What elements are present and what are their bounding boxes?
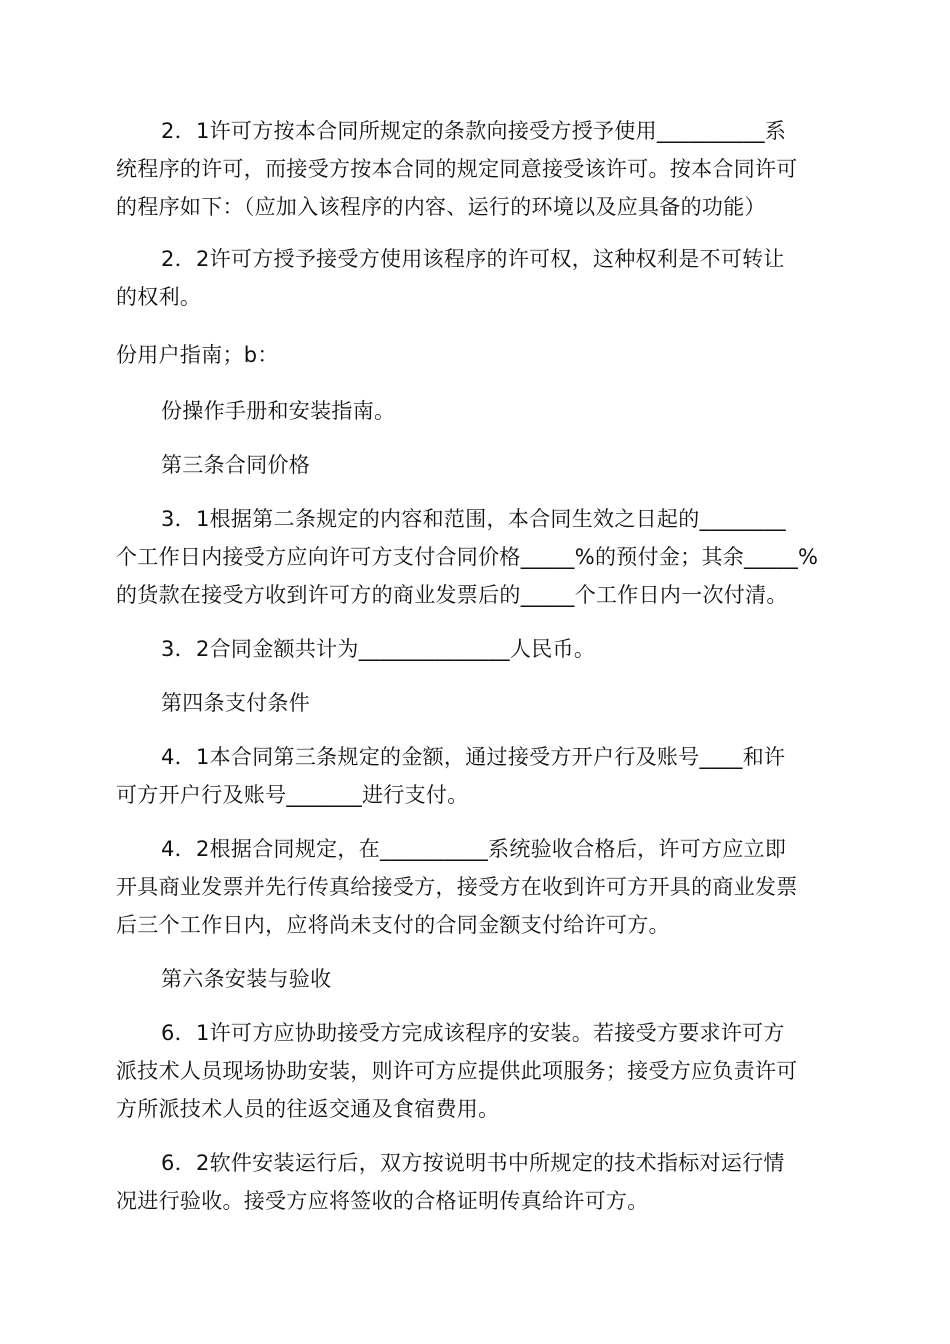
text-line: 开具商业发票并先行传真给接受方，接受方在收到许可方开具的商业发票 [116,875,798,899]
clause-6-2 [116,1144,836,1220]
clause-6-1 [116,1014,836,1128]
clause-2-1 [116,112,836,226]
clause-2-2 [116,240,836,316]
article-3-heading [116,446,836,484]
clause-4-2 [116,830,836,944]
article-6-heading [116,960,836,998]
text-line: 3．2合同金额共计为______________人民币。 [161,637,596,661]
text-line: 第四条支付条件 [161,691,311,715]
text-line: 况进行验收。接受方应将签收的合格证明传真给许可方。 [116,1189,649,1213]
text-line: 后三个工作日内，应将尚未支付的合同金额支付给许可方。 [116,913,670,937]
text-line: 份操作手册和安装指南。 [161,399,396,423]
text-line: 可方开户行及账号_______进行支付。 [116,783,469,807]
clause-3-1 [116,500,836,614]
text-line: 的程序如下：（应加入该程序的内容、运行的环境以及应具备的功能） [116,195,766,219]
text-line: 份用户指南；b： [116,343,279,367]
text-line: 6．2软件安装运行后，双方按说明书中所规定的技术指标对运行情 [161,1151,785,1175]
text-line: 4．1本合同第三条规定的金额，通过接受方开户行及账号____和许 [161,745,786,769]
clause-4-1 [116,738,836,814]
text-line: 2．1许可方按本合同所规定的条款向接受方授予使用__________系 [161,119,787,143]
text-line: 统程序的许可，而接受方按本合同的规定同意接受该许可。按本合同许可 [116,157,798,181]
text-line: 4．2根据合同规定，在__________系统验收合格后，许可方应立即 [161,837,787,861]
text-line: 方所派技术人员的往返交通及食宿费用。 [116,1097,500,1121]
text-line: 派技术人员现场协助安装，则许可方应提供此项服务；接受方应负责许可 [116,1059,798,1083]
text-line: 3．1根据第二条规定的内容和范围，本合同生效之日起的________ [161,507,786,531]
text-line: 第三条合同价格 [161,453,311,477]
manual-line [116,392,836,430]
text-line: 的权利。 [116,285,202,309]
text-line: 第六条安装与验收 [161,967,332,991]
text-line: 个工作日内接受方应向许可方支付合同价格_____%的预付金；其余_____% [116,545,819,569]
text-line: 6．1许可方应协助接受方完成该程序的安装。若接受方要求许可方 [161,1021,785,1045]
clause-3-2 [116,630,836,668]
article-4-heading [116,684,836,722]
text-line: 2．2许可方授予接受方使用该程序的许可权，这种权利是不可转让 [161,247,785,271]
user-guide-line [116,336,836,374]
text-line: 的货款在接受方收到许可方的商业发票后的_____个工作日内一次付清。 [116,583,788,607]
